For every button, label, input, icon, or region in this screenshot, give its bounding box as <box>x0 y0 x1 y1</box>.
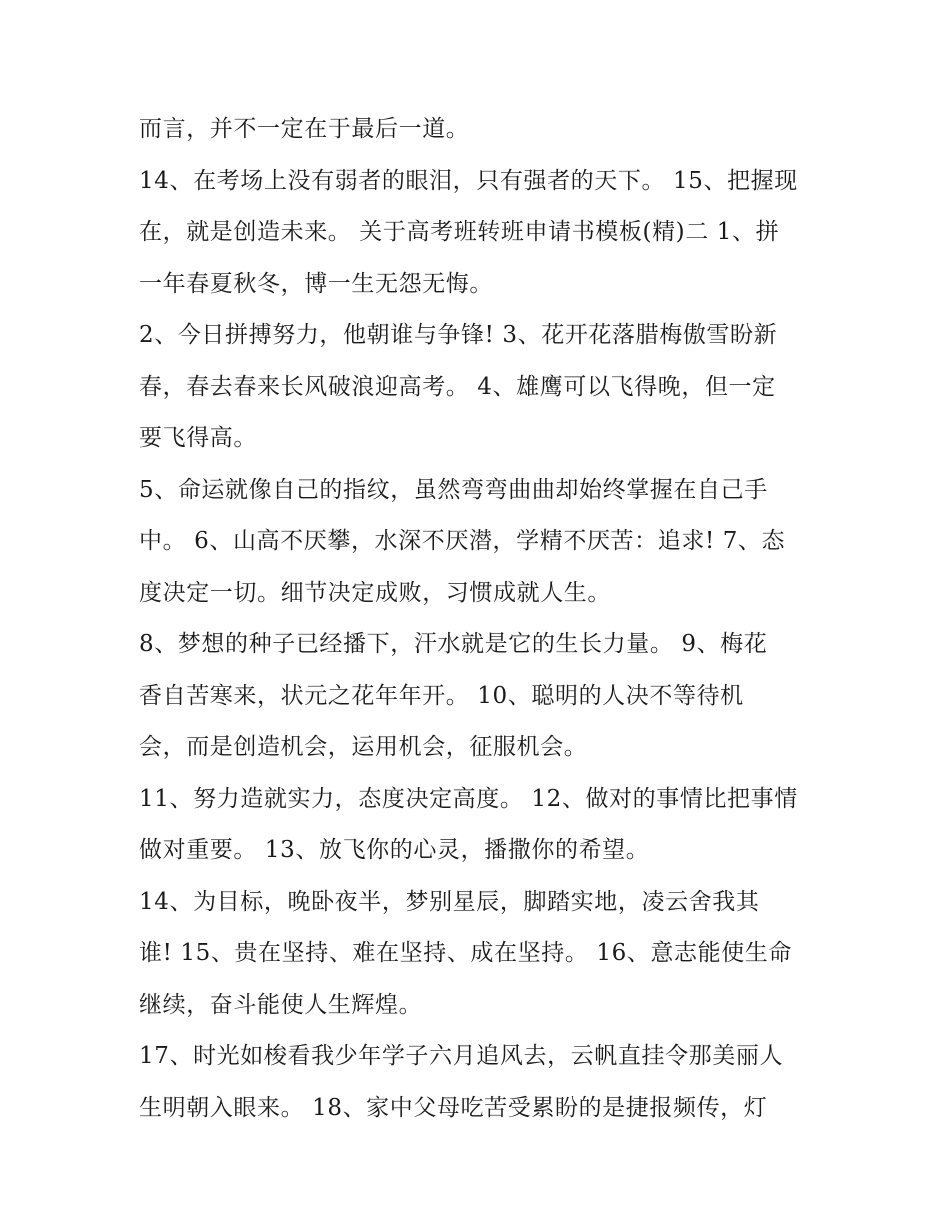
text-line: 继续，奋斗能使人生辉煌。 <box>139 991 423 1018</box>
text-line: 度决定一切。细节决定成败，习惯成就人生。 <box>139 579 611 606</box>
text-line: 14、在考场上没有弱者的眼泪，只有强者的天下。 15、把握现 <box>139 167 798 194</box>
text-line: 14、为目标，晚卧夜半，梦别星辰，脚踏实地，凌云舍我其 <box>139 888 760 915</box>
text-line: 11、努力造就实力，态度决定高度。 12、做对的事情比把事情 <box>139 785 798 812</box>
text-line: 17、时光如梭看我少年学子六月追风去，云帆直挂令那美丽人 <box>139 1043 784 1069</box>
text-line: 谁! 15、贵在坚持、难在坚持、成在坚持。 16、意志能使生命 <box>139 940 792 966</box>
document-body <box>139 104 819 1134</box>
text-line: 春，春去春来长风破浪迎高考。 4、雄鹰可以飞得晚，但一定 <box>139 373 776 400</box>
text-line: 5、命运就像自己的指纹，虽然弯弯曲曲却始终掌握在自己手 <box>139 476 768 503</box>
text-line: 做对重要。 13、放飞你的心灵，播撒你的希望。 <box>139 837 650 863</box>
text-line: 要飞得高。 <box>139 425 257 451</box>
text-line: 在，就是创造未来。 关于高考班转班申请书模板(精)二 1、拼 <box>139 219 780 245</box>
text-line: 中。 6、山高不厌攀，水深不厌潜，学精不厌苦：追求! 7、态 <box>139 528 786 554</box>
text-line: 会，而是创造机会，运用机会，征服机会。 <box>139 734 588 760</box>
text-line: 香自苦寒来，状元之花年年开。 10、聪明的人决不等待机 <box>139 682 744 709</box>
text-line: 生明朝入眼来。 18、家中父母吃苦受累盼的是捷报频传，灯 <box>139 1094 768 1121</box>
text-line: 而言，并不一定在于最后一道。 <box>139 116 470 142</box>
text-line: 一年春夏秋冬，博一生无怨无悔。 <box>139 270 493 297</box>
text-line: 8、梦想的种子已经播下，汗水就是它的生长力量。 9、梅花 <box>139 631 768 657</box>
text-line: 2、今日拼搏努力，他朝谁与争锋! 3、花开花落腊梅傲雪盼新 <box>139 322 778 348</box>
